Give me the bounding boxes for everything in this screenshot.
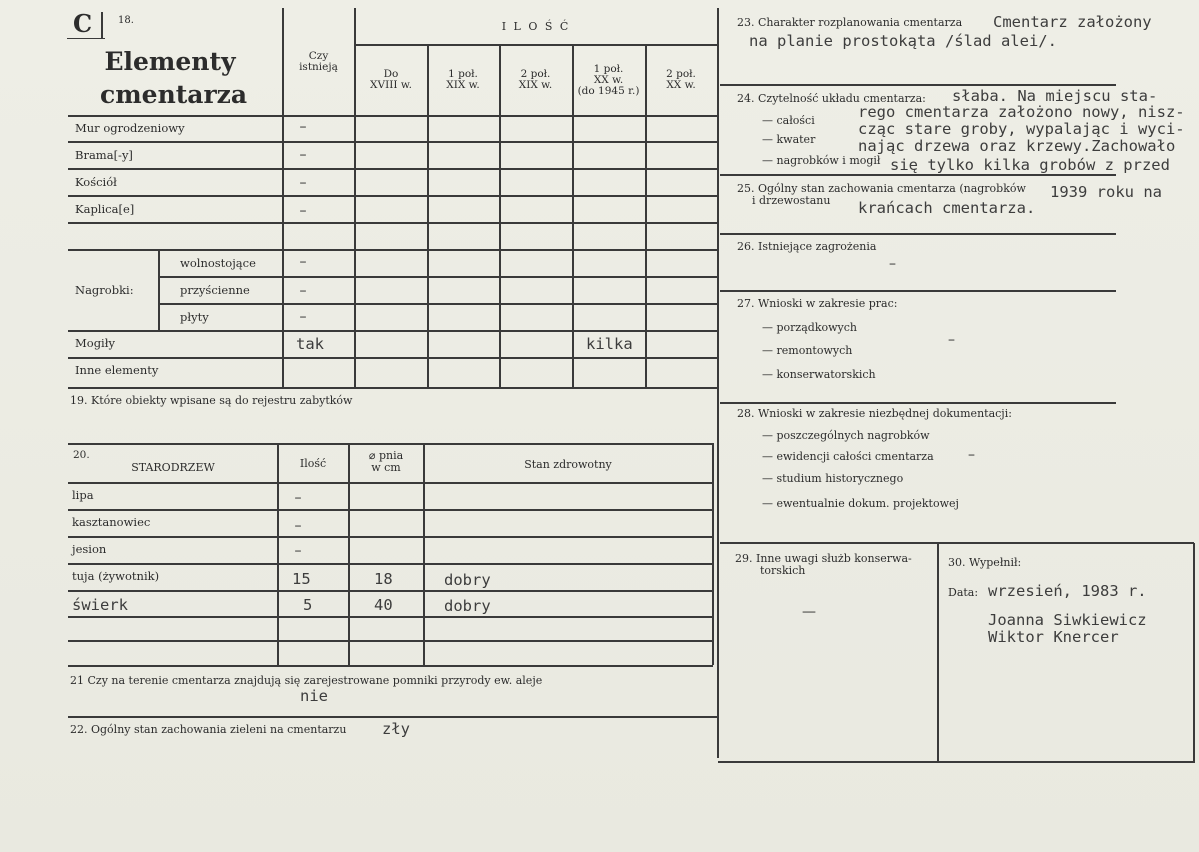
field-27-item: — porządkowych xyxy=(762,321,857,334)
period-header: XIX w. xyxy=(518,79,553,91)
nagrobki-row-label: przyścienne xyxy=(180,283,250,297)
trees-header-name: STARODRZEW xyxy=(131,461,215,474)
period-header: 2 poł. xyxy=(666,68,696,80)
quantity-header: I L O Ś Ć xyxy=(501,20,571,33)
field-19-label: 19. Które obiekty wpisane są do rejestru zabytków xyxy=(70,394,353,407)
element-row-exists: – xyxy=(299,147,307,163)
tree-row-diam: 18 xyxy=(374,570,393,588)
field-30-name: Joanna Siwkiewicz xyxy=(988,611,1147,629)
field-27-item: — remontowych xyxy=(762,344,853,357)
field-24-value-line: nając drzewa oraz krzewy.Zachowało xyxy=(858,137,1176,155)
card-title-line2: cmentarza xyxy=(100,80,248,109)
field-23-value-line1: Cmentarz założony xyxy=(993,13,1152,31)
nagrobki-row-exists: – xyxy=(299,254,307,270)
tree-row-qty: – xyxy=(294,518,302,534)
period-header: 1 poł. xyxy=(448,68,478,80)
tree-row-name: świerk xyxy=(72,596,128,614)
tree-row-name: jesion xyxy=(72,542,107,556)
field-29-label-line1: 29. Inne uwagi służb konserwa- xyxy=(735,552,912,565)
field-22-value: zły xyxy=(382,720,410,738)
field-24-value-line: rego cmentarza założono nowy, nisz- xyxy=(858,103,1185,121)
element-row-exists: – xyxy=(299,119,307,135)
period-header: (do 1945 r.) xyxy=(577,85,640,97)
section-number: 18. xyxy=(118,15,134,26)
field-30-date-value: wrzesień, 1983 r. xyxy=(988,582,1147,600)
nagrobki-row-exists: – xyxy=(299,309,307,325)
mogily-label: Mogiły xyxy=(75,336,115,350)
period-header: 1 poł. xyxy=(593,63,624,75)
field-24-value-line: się tylko kilka grobów z przed xyxy=(890,156,1170,174)
nagrobki-row-label: wolnostojące xyxy=(180,256,256,270)
nagrobki-label: Nagrobki: xyxy=(75,283,134,297)
tree-row-qty: – xyxy=(294,543,302,559)
mogily-quantity-value: kilka xyxy=(586,335,633,353)
tree-row-qty: 15 xyxy=(292,570,311,588)
element-row-exists: – xyxy=(299,175,307,191)
tree-row-diam: 40 xyxy=(374,596,393,614)
field-24-value-line: 1939 roku na xyxy=(1050,183,1162,201)
exists-header-l2: istnieją xyxy=(299,61,338,73)
card-letter-box xyxy=(67,10,105,39)
field-29-label-line2: torskich xyxy=(760,564,806,577)
field-22-label: 22. Ogólny stan zachowania zieleni na cmentarzu xyxy=(70,723,347,736)
mogily-exists-value: tak xyxy=(296,335,324,353)
element-row-label: Kaplica[e] xyxy=(75,202,135,216)
field-28-item: — ewentualnie dokum. projektowej xyxy=(762,497,959,510)
card-title-line1: Elementy xyxy=(104,47,236,76)
field-23-label: 23. Charakter rozplanowania cmentarza xyxy=(737,16,963,29)
field-29-value: — xyxy=(802,604,816,620)
field-28-label: 28. Wnioski w zakresie niezbędnej dokumentacji: xyxy=(737,407,1012,420)
tree-row-qty: – xyxy=(294,490,302,506)
field-23-value-line2: na planie prostokąta /ślad alei/. xyxy=(749,32,1057,50)
field-25-label-line1: 25. Ogólny stan zachowania cmentarza (nagrobków xyxy=(737,182,1026,195)
period-header: XX w. xyxy=(666,79,696,91)
field-27-item: — konserwatorskich xyxy=(762,368,876,381)
field-24-value-line: cząc stare groby, wypalając i wyci- xyxy=(858,120,1185,138)
trees-header-diam-unit: w cm xyxy=(371,461,401,474)
element-row-exists: – xyxy=(299,203,307,219)
period-header: 2 poł. xyxy=(520,68,551,80)
field-27-value: – xyxy=(948,332,955,348)
field-24-value-line: słaba. Na miejscu sta- xyxy=(952,87,1158,105)
nagrobki-row-label: płyty xyxy=(180,310,209,324)
field-28-item: — ewidencji całości cmentarza xyxy=(762,450,934,463)
period-header: XVIII w. xyxy=(370,79,412,91)
other-elements-label: Inne elementy xyxy=(75,363,159,377)
element-row-label: Mur ogrodzeniowy xyxy=(75,121,185,135)
field-21-label: 21 Czy na terenie cmentarza znajdują się zarejestrowane pomniki przyrody ew. aleje xyxy=(70,674,543,687)
field-26-label: 26. Istniejące zagrożenia xyxy=(737,240,877,253)
tree-row-qty: 5 xyxy=(303,596,313,614)
exists-header-l1: Czy xyxy=(308,50,329,62)
nagrobki-row-exists: – xyxy=(299,283,307,299)
field-28-item: — poszczególnych nagrobków xyxy=(762,429,930,442)
field-27-label: 27. Wnioski w zakresie prac: xyxy=(737,297,898,310)
tree-row-name: lipa xyxy=(72,488,94,502)
field-24-sub: — całości xyxy=(762,114,815,127)
tree-row-health: dobry xyxy=(444,571,491,589)
element-row-label: Brama[-y] xyxy=(75,148,133,162)
trees-header-qty: Ilość xyxy=(299,457,327,470)
field-24-label: 24. Czytelność układu cmentarza: xyxy=(737,92,926,105)
element-row-label: Kościół xyxy=(75,175,117,189)
period-header: XIX w. xyxy=(446,79,480,91)
field-28-value: – xyxy=(968,447,975,463)
field-24-sub: — nagrobków i mogił xyxy=(762,154,881,167)
field-25-label-line2: i drzewostanu xyxy=(752,194,831,207)
period-header: XX w. xyxy=(593,74,624,86)
field-30-date-label: Data: xyxy=(948,586,979,599)
field-28-item: — studium historycznego xyxy=(762,472,904,485)
field-26-value: – xyxy=(889,256,896,272)
tree-row-name: tuja (żywotnik) xyxy=(72,569,160,583)
trees-header-health: Stan zdrowotny xyxy=(524,458,612,471)
field-30-name: Wiktor Knercer xyxy=(988,628,1119,646)
trees-number: 20. xyxy=(73,449,90,461)
field-21-value: nie xyxy=(300,687,328,705)
field-30-label: 30. Wypełnił: xyxy=(948,556,1022,569)
card-letter: C xyxy=(73,9,93,38)
field-24-value-line: krańcach cmentarza. xyxy=(858,199,1036,217)
trees-header-diam: ⌀ pnia xyxy=(368,449,404,462)
tree-row-name: kasztanowiec xyxy=(72,515,151,529)
tree-row-health: dobry xyxy=(444,597,491,615)
period-header: Do xyxy=(383,68,399,80)
field-24-sub: — kwater xyxy=(762,133,816,146)
